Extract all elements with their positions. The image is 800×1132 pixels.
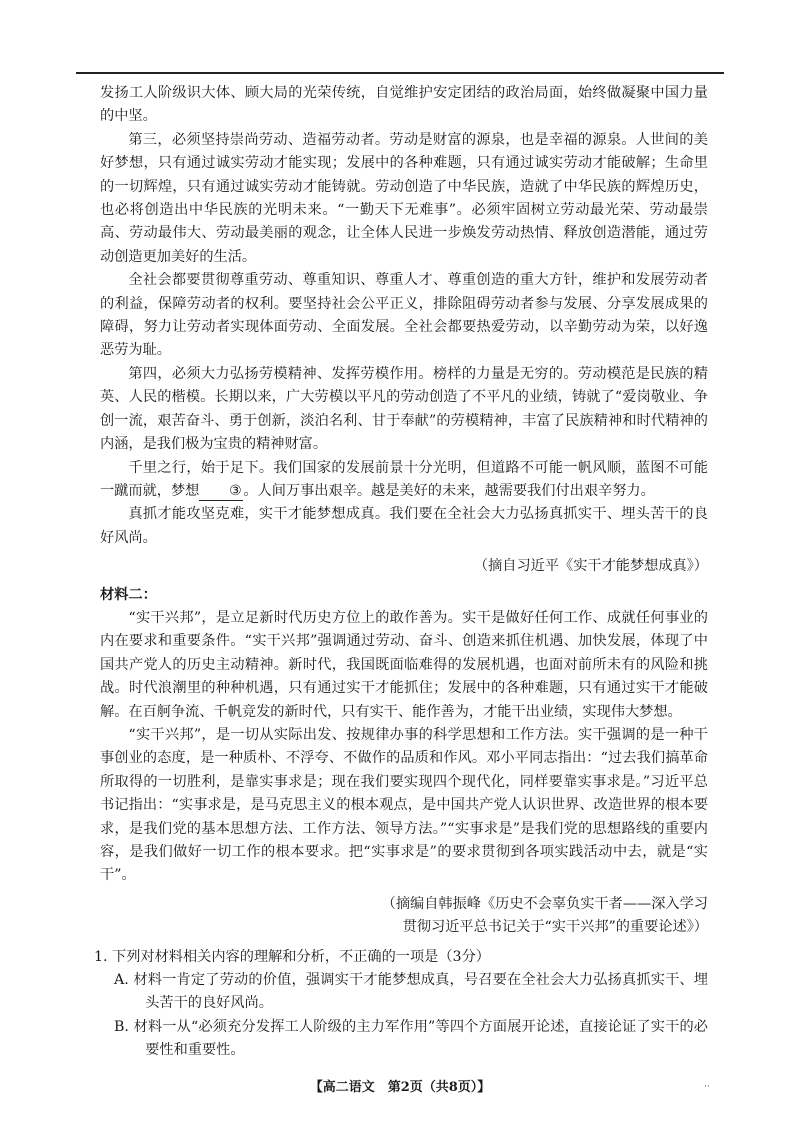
corner-mark: ·· <box>704 1082 710 1092</box>
material2-paragraph-1: “实干兴邦”，是立足新时代历史方位上的敢作善为。实干是做好任何工作、成就任何事业的内在要求和重要条件。“实干兴邦”强调通过劳动、奋斗、创造来抓住机遇、加快发展，体现了中国共产党人的历史主动精神。新时代，我国既面临难得的发展机遇，也面对前所未有的风险和挑战。时代浪潮里的种种机遇，只有通过实干才能抓住；发展中的各种难题，只有通过实干才能破解。在百舸争流、千帆竞发的新时代，只有实干、能作善为，才能干出业绩，实现伟大梦想。 <box>100 609 708 720</box>
material2-paragraph-2: “实干兴邦”，是一切从实际出发、按规律办事的科学思想和工作方法。实干强调的是一种干事创业的态度，是一种质朴、不浮夸、不做作的品质和作风。邓小平同志指出：“过去我们搞革命所取得的一切胜利，是靠实事求是；现在我们要实现四个现代化，同样要靠实事求是。”习近平总书记指出：“实事求是，是马克思主义的根本观点，是中国共产党人认识世界、改造世界的根本要求，是我们党的基本思想方法、工作方法、领导方法。”“实事求是”是我们党的思想路线的重要内容，是我们做好一切工作的根本要求。把“实事求是”的要求贯彻到各项实践活动中去，就是“实干”。 <box>100 726 708 884</box>
material1-paragraph-2: 全社会都要贯彻尊重劳动、尊重知识、尊重人才、尊重创造的重大方针，维护和发展劳动者的利益，保障劳动者的权利。要坚持社会公平正义，排除阻碍劳动者参与发展、分享发展成果的障碍，努力让劳动者实现体面劳动、全面发展。全社会都要热爱劳动，以辛勤劳动为荣，以好逸恶劳为耻。 <box>100 272 708 359</box>
material2-source-line1: （摘编自韩振峰《历史不会辜负实干者——深入学习 <box>381 895 708 912</box>
fill-blank-3: ③ <box>199 482 243 501</box>
material1-source: （摘自习近平《实干才能梦想成真》） <box>473 558 708 575</box>
paragraph-4-before: 千里之行，始于足下。我们国家的发展前景十分光明，但道路不可能一帆风顺，蓝图不可能一蹴而就，梦想 <box>100 459 708 499</box>
question-1-option-a: A. 材料一肯定了劳动的价值，强调实干才能梦想成真，号召要在全社会大力弘扬真抓实干、埋头苦干的良好风尚。 <box>114 972 708 1012</box>
material1-paragraph-4 <box>100 457 708 504</box>
material1-paragraph-3: 第四，必须大力弘扬劳模精神、发挥劳模作用。榜样的力量是无穷的。劳动模范是民族的精英、人民的楷模。长期以来，广大劳模以平凡的劳动创造了不平凡的业绩，铸就了“爱岗敬业、争创一流，艰苦奋斗、勇于创新，淡泊名利、甘于奉献”的劳模精神，丰富了民族精神和时代精神的内涵，是我们极为宝贵的精神财富。 <box>100 365 708 453</box>
material2-heading: 材料二： <box>100 586 157 603</box>
material1-paragraph-0: 发扬工人阶级识大体、顾大局的光荣传统，自觉维护安定团结的政治局面，始终做凝聚中国力量的中坚。 <box>100 85 708 125</box>
question-1-option-b: B. 材料一从“必须充分发挥工人阶级的主力军作用”等四个方面展开论述，直接论证了实干的必要性和重要性。 <box>114 1018 708 1059</box>
material2-source-line2: 贯彻习近平总书记关于“实干兴邦”的重要论述》） <box>402 919 708 936</box>
top-rule <box>76 72 724 74</box>
paragraph-4-after: 。人间万事出艰辛。越是美好的未来，越需要我们付出艰辛努力。 <box>243 482 655 499</box>
material1-paragraph-1: 第三，必须坚持崇尚劳动、造福劳动者。劳动是财富的源泉，也是幸福的源泉。人世间的美好梦想，只有通过诚实劳动才能实现；发展中的各种难题，只有通过诚实劳动才能破解；生命里的一切辉煌，只有通过诚实劳动才能铸就。劳动创造了中华民族，造就了中华民族的辉煌历史，也必将创造出中华民族的光明未来。“一勤天下无难事”。必须牢固树立劳动最光荣、劳动最崇高、劳动最伟大、劳动最美丽的观念，让全体人民进一步焕发劳动热情、释放创造潜能，通过劳动创造更加美好的生活。 <box>100 131 708 265</box>
page-body <box>94 82 708 1063</box>
page-footer: 【高二语文 第2页（共8页）】 <box>309 1080 491 1095</box>
question-1-stem: 1. 下列对材料相关内容的理解和分析，不正确的一项是（3分） <box>94 948 490 965</box>
material1-paragraph-5: 真抓才能攻坚克难，实干才能梦想成真。我们要在全社会大力弘扬真抓实干、埋头苦干的良好风尚。 <box>100 506 708 546</box>
